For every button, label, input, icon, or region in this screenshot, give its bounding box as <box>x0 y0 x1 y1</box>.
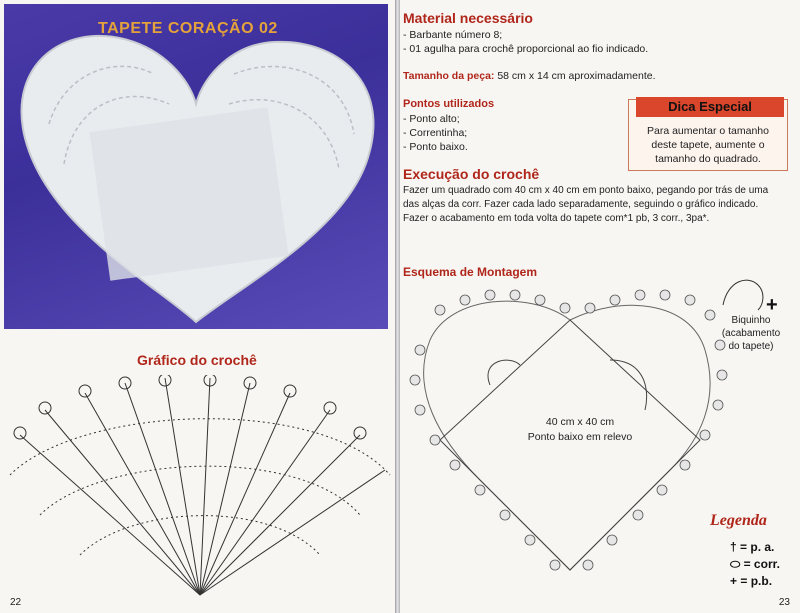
left-page <box>0 0 395 613</box>
chart-fan <box>14 427 26 439</box>
crochet-chart <box>0 375 395 600</box>
chart-ray <box>125 383 200 595</box>
tip-line: deste tapete, aumente o <box>651 139 765 151</box>
stitch-item: - Ponto alto; <box>403 113 460 125</box>
biquinho-line: (acabamento <box>721 328 781 339</box>
biquinho-icon <box>718 275 788 315</box>
legend-symbol: † <box>730 540 737 554</box>
stitch-item: - Ponto baixo. <box>403 141 468 153</box>
tip-line: Para aumentar o tamanho <box>647 125 769 137</box>
legend-symbol: ⬭ <box>730 557 741 571</box>
svg-text:+: + <box>766 294 778 315</box>
heart-rug-photo <box>4 4 388 329</box>
chart-ray <box>45 410 200 595</box>
legend-text: = corr. <box>743 557 780 571</box>
material-item: - 01 agulha para crochê proporcional ao fio indicado. <box>403 43 649 55</box>
chart-ray <box>85 393 200 595</box>
chart-fan <box>354 427 366 439</box>
diagram-stitch: Ponto baixo em relevo <box>527 431 633 443</box>
size-label: Tamanho da peça: <box>403 70 495 82</box>
diagram-title: Esquema de Montagem <box>403 265 538 279</box>
right-page <box>400 0 800 613</box>
tip-body <box>634 124 782 166</box>
stitch-item: - Correntinha; <box>403 127 468 139</box>
legend-text: = p.b. <box>740 574 773 588</box>
legend-item <box>730 540 774 554</box>
page-number-right: 23 <box>778 597 790 608</box>
biquinho-line: Biquinho <box>731 315 771 326</box>
legend-item <box>730 574 772 588</box>
chart-ray <box>200 378 210 595</box>
chart-ray <box>200 410 330 595</box>
chart-ray <box>165 378 200 595</box>
size-value: 58 cm x 14 cm aproximadamente. <box>494 70 656 82</box>
execution-line: Fazer o acabamento em toda volta do tapete com*1 pb, 3 corr., 3pa*. <box>403 213 710 224</box>
stitches-title: Pontos utilizados <box>403 98 495 110</box>
page-number-left: 22 <box>10 597 22 608</box>
square-outline <box>440 320 700 570</box>
photo-title: TAPETE CORAÇÃO 02 <box>98 20 278 37</box>
heart-rug-image <box>4 4 388 329</box>
chart-ray <box>20 435 200 595</box>
legend-item <box>730 557 780 572</box>
chart-fan <box>79 385 91 397</box>
chart-ray <box>200 435 360 595</box>
execution-line: das alças da corr. Fazer cada lado separadamente, seguindo o gráfico indicado. <box>403 199 759 210</box>
tip-line: tamanho do quadrado. <box>655 153 761 165</box>
chart-title: Gráfico do crochê <box>137 352 257 368</box>
biquinho-line: do tapete) <box>728 341 774 352</box>
execution-title: Execução do crochê <box>403 166 540 182</box>
legend-text: = p. a. <box>740 540 775 554</box>
tip-title: Dica Especial <box>636 97 784 117</box>
chart-fan <box>284 385 296 397</box>
material-item: - Barbante número 8; <box>403 29 503 41</box>
legend-symbol: + <box>730 574 738 588</box>
chart-fan <box>39 402 51 414</box>
size-line <box>403 69 656 83</box>
diagram-size: 40 cm x 40 cm <box>545 416 615 428</box>
materials-title: Material necessário <box>403 10 533 26</box>
chart-ray <box>200 383 250 595</box>
execution-line: Fazer um quadrado com 40 cm x 40 cm em ponto baixo, pegando por trás de uma <box>403 185 769 196</box>
legend-title: Legenda <box>710 512 767 529</box>
biquinho-caption <box>715 314 787 353</box>
chart-fan <box>324 402 336 414</box>
